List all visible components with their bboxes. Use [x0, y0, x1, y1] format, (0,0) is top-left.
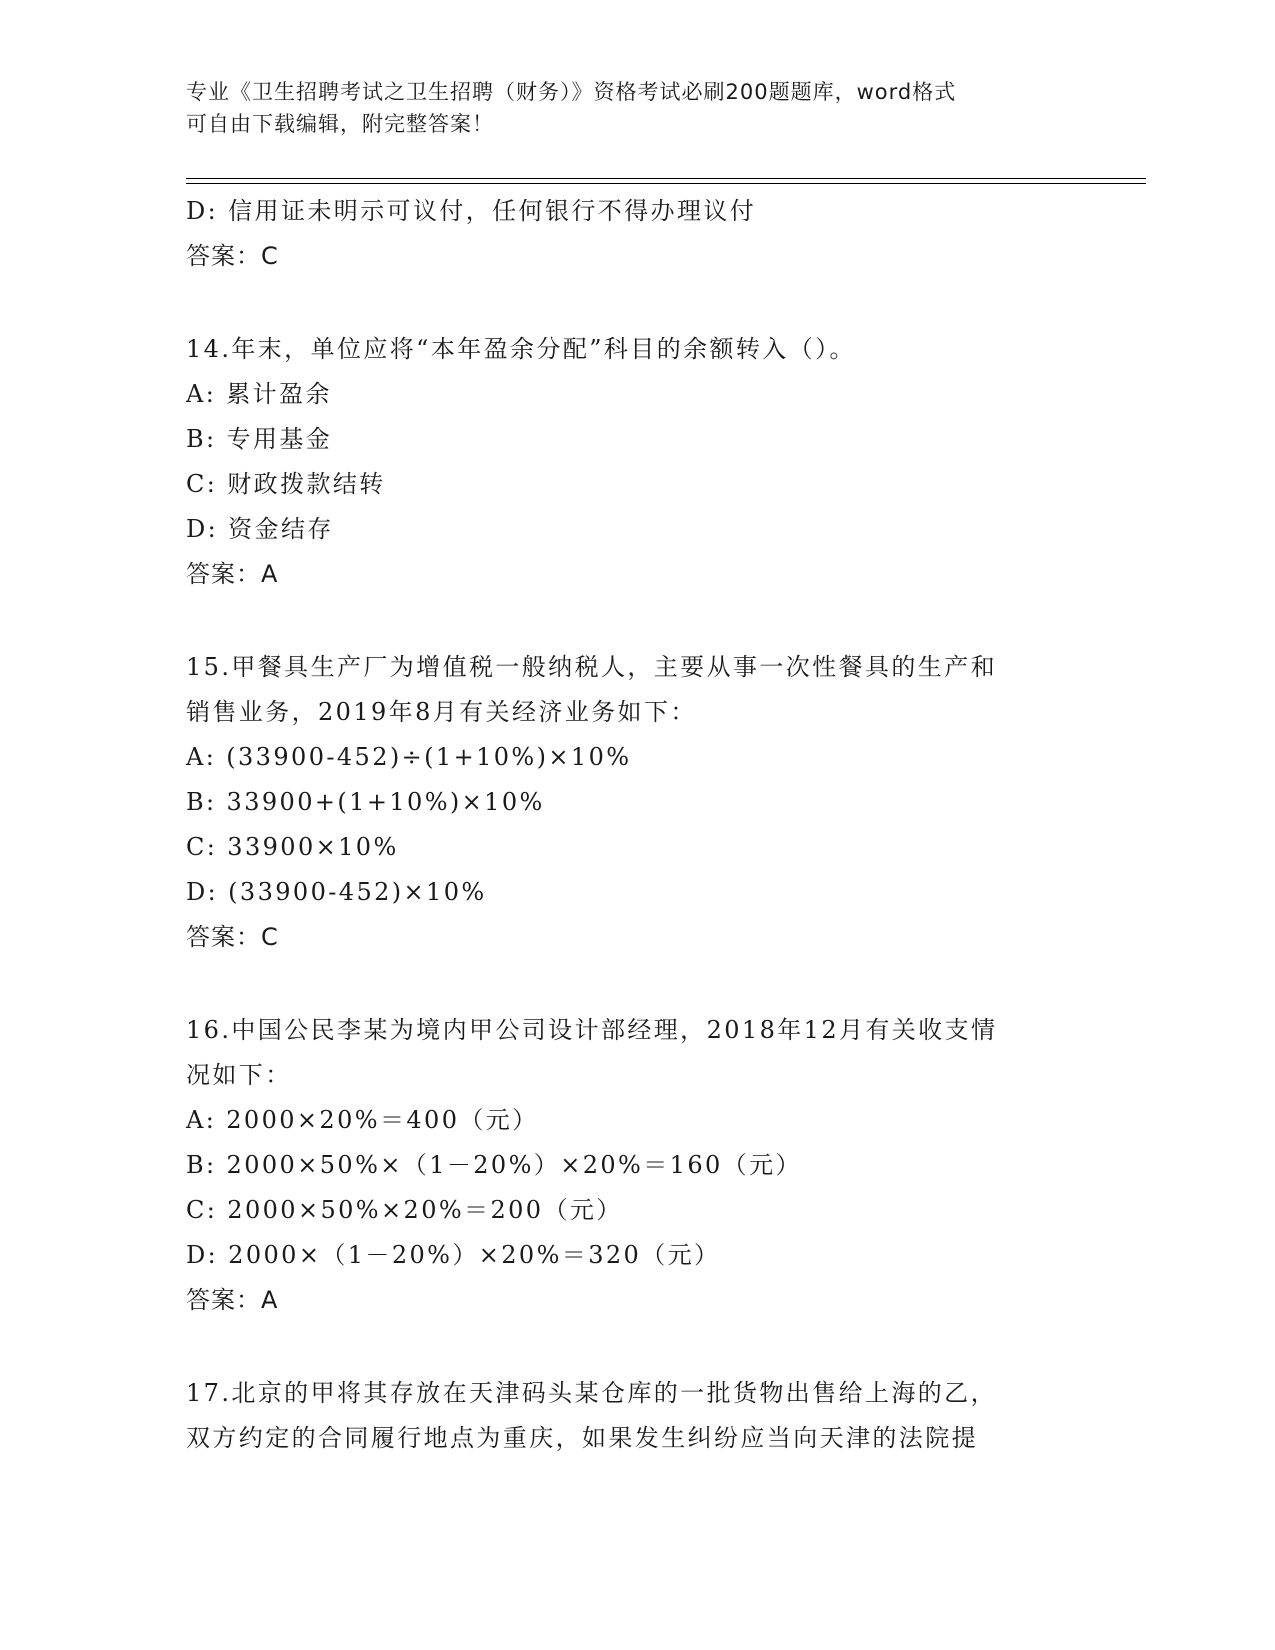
- answer-line: 答案：C: [186, 242, 279, 270]
- option-a: A: 2000×20%＝400（元）: [186, 1106, 539, 1134]
- option-a: A: (33900-452)÷(1+10%)×10%: [186, 743, 632, 771]
- question-text-line-1: 16.中国公民李某为境内甲公司设计部经理，2018年12月有关收支情: [186, 1016, 998, 1044]
- spacer: [186, 960, 1086, 1008]
- spacer: [186, 1323, 1086, 1371]
- question-15: [186, 645, 1086, 960]
- header-line-1: 专业《卫生招聘考试之卫生招聘（财务）》资格考试必刷200题题库，word格式: [186, 80, 957, 104]
- spacer: [186, 279, 1086, 327]
- document-header: [186, 76, 1066, 140]
- question-13-tail: [186, 189, 1086, 279]
- option-c: C: 财政拨款结转: [186, 470, 386, 498]
- answer-line: 答案：C: [186, 923, 279, 951]
- option-b: B: 专用基金: [186, 425, 333, 453]
- option-a: A: 累计盈余: [186, 380, 332, 408]
- question-text-line-1: 17.北京的甲将其存放在天津码头某仓库的一批货物出售给上海的乙，: [186, 1379, 997, 1407]
- question-text: 14.年末，单位应将“本年盈余分配”科目的余额转入（）。: [186, 335, 856, 363]
- option-b: B: 2000×50%×（1－20%）×20%＝160（元）: [186, 1151, 802, 1179]
- question-16: [186, 1008, 1086, 1323]
- header-rule-top: [186, 178, 1146, 179]
- question-14: [186, 327, 1086, 597]
- option-d: D: 信用证未明示可议付，任何银行不得办理议付: [186, 197, 757, 225]
- option-d: D: (33900-452)×10%: [186, 878, 487, 906]
- option-c: C: 2000×50%×20%＝200（元）: [186, 1196, 623, 1224]
- option-b: B: 33900+(1+10%)×10%: [186, 788, 545, 816]
- option-d: D: 2000×（1－20%）×20%＝320（元）: [186, 1241, 721, 1269]
- option-c: C: 33900×10%: [186, 833, 399, 861]
- question-text-line-1: 15.甲餐具生产厂为增值税一般纳税人，主要从事一次性餐具的生产和: [186, 653, 997, 681]
- document-body: [186, 189, 1086, 1461]
- header-line-2: 可自由下载编辑，附完整答案！: [186, 112, 494, 136]
- spacer: [186, 597, 1086, 645]
- question-17: [186, 1371, 1086, 1461]
- question-text-line-2: 销售业务，2019年8月有关经济业务如下：: [186, 698, 697, 726]
- answer-line: 答案：A: [186, 560, 279, 588]
- question-text-line-2: 双方约定的合同履行地点为重庆，如果发生纠纷应当向天津的法院提: [186, 1424, 978, 1452]
- question-text-line-2: 况如下：: [186, 1061, 292, 1089]
- option-d: D: 资金结存: [186, 515, 334, 543]
- answer-line: 答案：A: [186, 1286, 279, 1314]
- header-rule-bottom: [186, 183, 1146, 184]
